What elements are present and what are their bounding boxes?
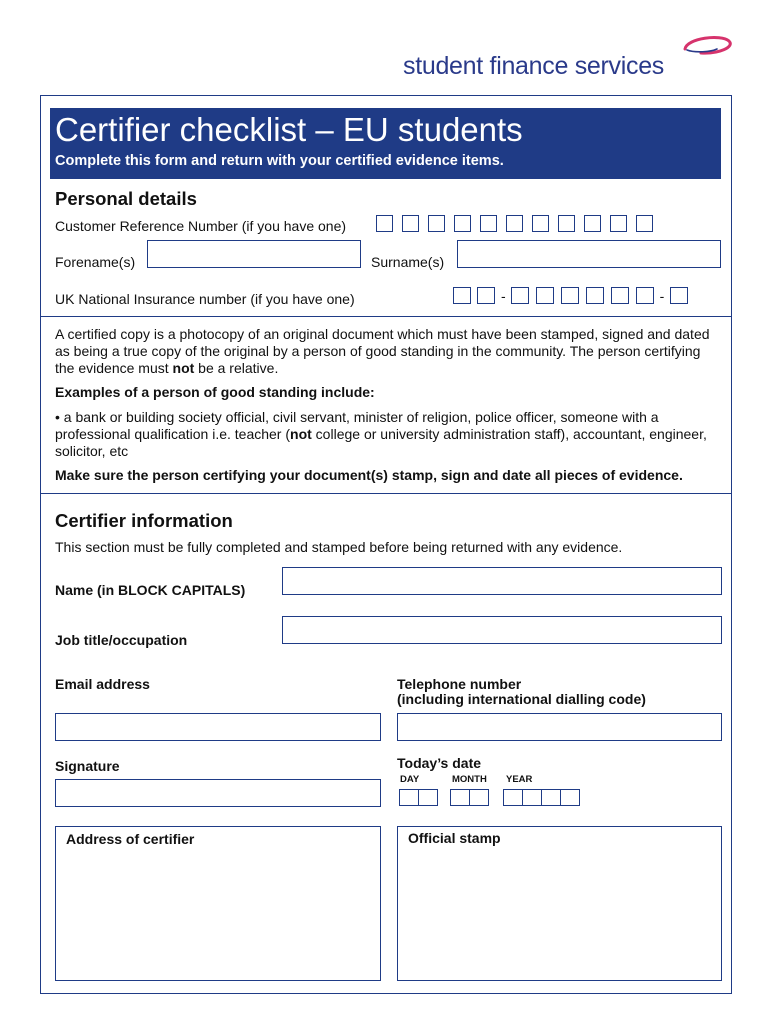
examples-bullet: • a bank or building society official, civil servant, minister of religion, police officer, someone with a professional qualification i.e. teacher (not college or university administration staff), accountant, engineer, solicitor, etc bbox=[55, 409, 707, 459]
nino-label: UK National Insurance number (if you have one) bbox=[55, 291, 355, 307]
page-subtitle: Complete this form and return with your certified evidence items. bbox=[55, 153, 504, 169]
personal-details-heading: Personal details bbox=[55, 188, 197, 209]
month-box[interactable] bbox=[450, 789, 470, 806]
official-stamp-label: Official stamp bbox=[408, 830, 501, 846]
phone-field[interactable] bbox=[397, 713, 722, 741]
nino-box[interactable] bbox=[477, 287, 495, 304]
make-sure-note: Make sure the person certifying your document(s) stamp, sign and date all pieces of evidence. bbox=[55, 467, 683, 483]
crn-box[interactable] bbox=[428, 215, 445, 232]
nino-box[interactable] bbox=[453, 287, 471, 304]
logo-text: student finance services bbox=[403, 52, 665, 80]
year-label: YEAR bbox=[506, 774, 533, 785]
crn-box[interactable] bbox=[558, 215, 575, 232]
name-label: Name (in BLOCK CAPITALS) bbox=[55, 582, 246, 598]
forename-label: Forename(s) bbox=[55, 254, 136, 270]
certifier-intro: This section must be fully completed and stamped before being returned with any evidence. bbox=[55, 539, 623, 555]
crn-box[interactable] bbox=[610, 215, 627, 232]
month-label: MONTH bbox=[452, 774, 487, 785]
surname-label: Surname(s) bbox=[371, 254, 445, 270]
nino-box[interactable] bbox=[561, 287, 579, 304]
month-box[interactable] bbox=[469, 789, 489, 806]
nino-boxes bbox=[453, 287, 688, 304]
certifier-info-heading: Certifier information bbox=[55, 510, 233, 531]
day-label: DAY bbox=[400, 774, 420, 785]
crn-box[interactable] bbox=[532, 215, 549, 232]
surname-field[interactable] bbox=[457, 240, 721, 268]
email-label: Email address bbox=[55, 676, 150, 692]
year-box[interactable] bbox=[522, 789, 542, 806]
crn-label: Customer Reference Number (if you have one) bbox=[55, 218, 347, 234]
nino-box[interactable] bbox=[636, 287, 654, 304]
crn-box[interactable] bbox=[454, 215, 471, 232]
forename-field[interactable] bbox=[147, 240, 361, 268]
nino-box[interactable] bbox=[511, 287, 529, 304]
job-title-label: Job title/occupation bbox=[55, 632, 188, 648]
crn-box[interactable] bbox=[480, 215, 497, 232]
certified-copy-paragraph: A certified copy is a photocopy of an original document which must have been stamped, signed and dated as being a true copy of the original by a person of good standing in the community. The person certifying the evidence must not be a relative. bbox=[55, 326, 710, 376]
date-boxes bbox=[399, 789, 580, 806]
signature-field[interactable] bbox=[55, 779, 381, 807]
job-title-field[interactable] bbox=[282, 616, 722, 644]
logo-swoosh-icon bbox=[681, 34, 733, 56]
section-divider bbox=[41, 316, 731, 317]
name-field[interactable] bbox=[282, 567, 722, 595]
day-box[interactable] bbox=[418, 789, 438, 806]
email-field[interactable] bbox=[55, 713, 381, 741]
phone-sublabel: (including international dialling code) bbox=[397, 691, 646, 707]
nino-dash: - bbox=[501, 287, 506, 304]
crn-boxes bbox=[376, 215, 653, 232]
nino-box[interactable] bbox=[670, 287, 688, 304]
crn-box[interactable] bbox=[584, 215, 601, 232]
crn-box[interactable] bbox=[376, 215, 393, 232]
todays-date-label: Today’s date bbox=[397, 755, 482, 771]
crn-box[interactable] bbox=[636, 215, 653, 232]
nino-box[interactable] bbox=[611, 287, 629, 304]
nino-box[interactable] bbox=[536, 287, 554, 304]
crn-box[interactable] bbox=[506, 215, 523, 232]
signature-label: Signature bbox=[55, 758, 120, 774]
year-box[interactable] bbox=[560, 789, 580, 806]
certifier-address-label: Address of certifier bbox=[66, 831, 195, 847]
official-stamp-box[interactable] bbox=[397, 826, 722, 981]
examples-heading: Examples of a person of good standing include: bbox=[55, 384, 375, 400]
year-box[interactable] bbox=[541, 789, 561, 806]
certifier-address-box[interactable] bbox=[55, 826, 381, 981]
section-divider bbox=[41, 493, 731, 494]
nino-box[interactable] bbox=[586, 287, 604, 304]
day-box[interactable] bbox=[399, 789, 419, 806]
year-box[interactable] bbox=[503, 789, 523, 806]
nino-dash: - bbox=[659, 287, 665, 304]
crn-box[interactable] bbox=[402, 215, 419, 232]
page-title: Certifier checklist – EU students bbox=[55, 111, 523, 148]
phone-label: Telephone number bbox=[397, 676, 522, 692]
